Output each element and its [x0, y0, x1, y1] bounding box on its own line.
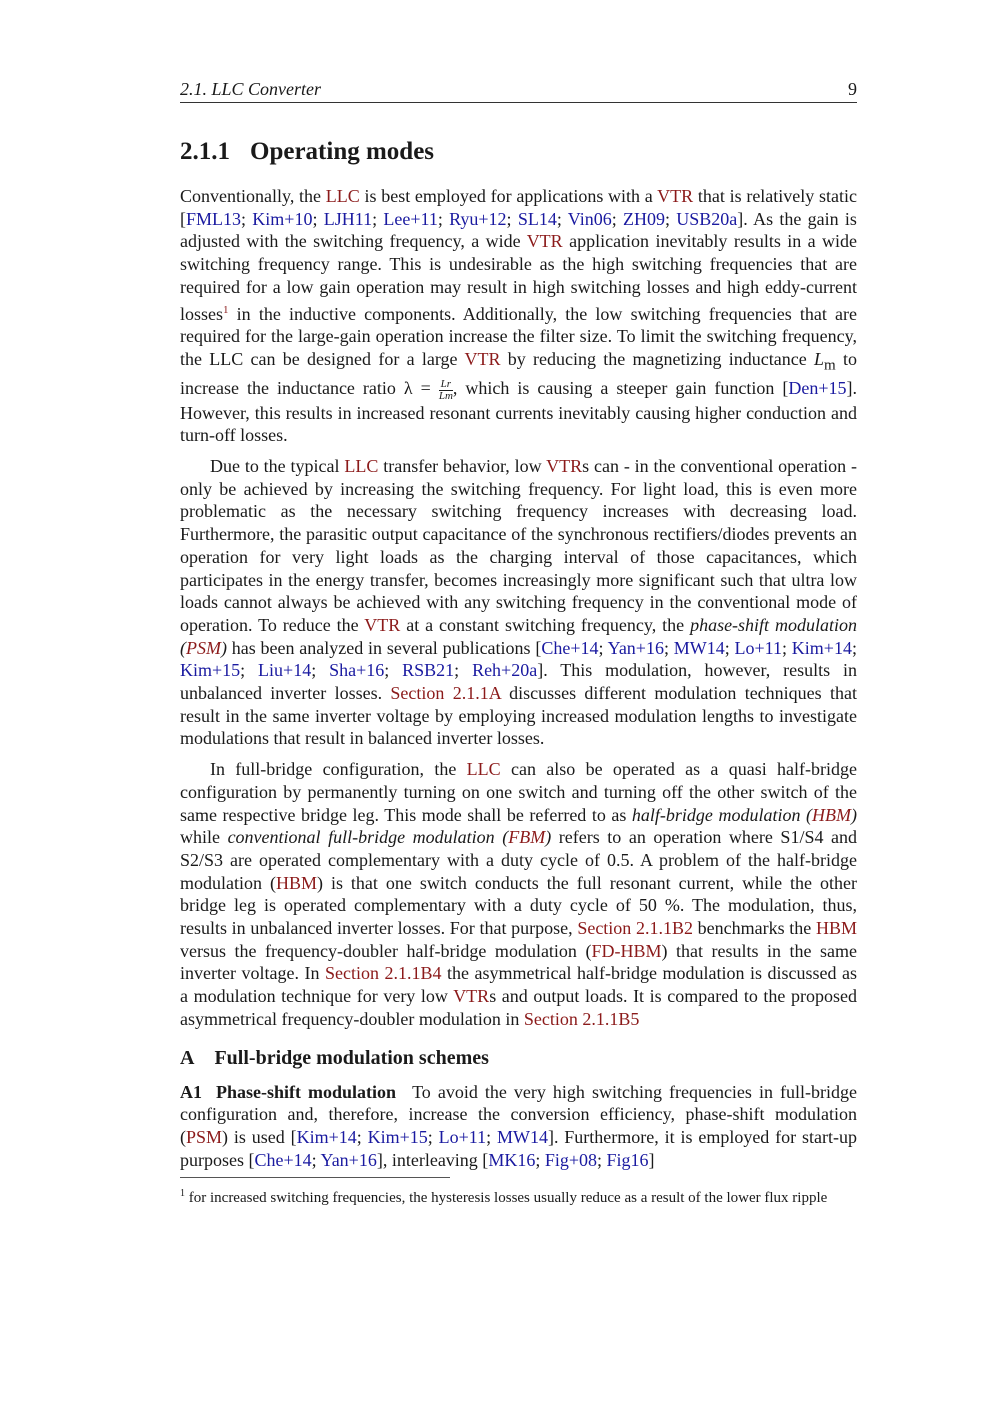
- citation-link[interactable]: MW14: [496, 1126, 548, 1147]
- fraction-denominator: Lm: [438, 389, 453, 402]
- acronym-link-vtr[interactable]: VTR: [657, 186, 694, 206]
- text: ): [850, 804, 857, 825]
- acronym-link-hbm[interactable]: HBM: [275, 872, 317, 893]
- citation-separator: ;: [312, 208, 324, 229]
- citation-link[interactable]: USB20a: [676, 208, 738, 229]
- citation-separator: ;: [241, 208, 253, 229]
- citation-link[interactable]: Che+14: [254, 1149, 312, 1170]
- paragraph-2: [180, 455, 857, 750]
- text: , which is causing a steeper gain function [: [452, 378, 789, 399]
- text: can also be operated as a quasi half-bridge configuration by permanently turning on one switch and turning off the other switch of the same respective bridge leg. This mode shall be referred to as: [180, 759, 857, 825]
- citation-separator: ;: [384, 660, 403, 681]
- acronym-link-hbm[interactable]: HBM: [811, 804, 851, 825]
- section-link[interactable]: Section 2.1.1A: [390, 683, 501, 704]
- citation-link[interactable]: Lo+11: [734, 637, 783, 658]
- text: ]. However, this results in increased resonant currents inevitably causing higher conduction and turn-off losses.: [180, 378, 857, 446]
- text: ]. Furthermore, it is employed for start-up purposes [: [180, 1126, 857, 1170]
- text: that is relatively static [: [180, 186, 857, 229]
- footnote-mark: 1: [180, 1188, 185, 1200]
- citation-separator: ;: [356, 1126, 368, 1147]
- paragraph-3: [180, 758, 857, 1030]
- text: versus the frequency-doubler half-bridge modulation (: [180, 940, 592, 961]
- subsection-number: A: [180, 1046, 195, 1069]
- citation-separator: ;: [240, 660, 259, 681]
- citation-link[interactable]: Ryu+12: [449, 208, 507, 229]
- citation-link[interactable]: Kim+15: [367, 1126, 428, 1147]
- citation-link[interactable]: RSB21: [402, 660, 455, 681]
- citation-separator: ;: [597, 1149, 607, 1170]
- citation-separator: ;: [311, 660, 330, 681]
- acronym-link-psm[interactable]: PSM: [186, 1126, 223, 1147]
- term: conventional full-bridge modulation (: [227, 827, 509, 848]
- citation-link[interactable]: SL14: [517, 208, 557, 229]
- citation-separator: ;: [611, 208, 623, 229]
- subsection-heading: [180, 1045, 857, 1071]
- text: ]. As the gain is adjusted with the switching frequency, a wide: [180, 208, 857, 252]
- citation-separator: ;: [372, 208, 384, 229]
- citation-separator: ;: [663, 637, 674, 658]
- citation-separator: ;: [486, 1126, 497, 1147]
- section-number: 2.1.1: [180, 138, 230, 165]
- page: [180, 78, 857, 1208]
- paragraph-heading-number: A1: [180, 1081, 202, 1102]
- citation-link[interactable]: Che+14: [541, 637, 599, 658]
- acronym-link-llc[interactable]: LLC: [466, 759, 501, 780]
- citation-link[interactable]: Den+15: [788, 378, 847, 399]
- citation-link[interactable]: FML13: [186, 208, 242, 229]
- text: ): [221, 637, 227, 658]
- acronym-link-vtr[interactable]: VTR: [546, 456, 583, 476]
- text: In full-bridge configuration, the: [210, 759, 467, 780]
- citation-separator: ;: [437, 208, 450, 229]
- citation-link[interactable]: Vin06: [567, 208, 612, 229]
- math-subscript: m: [824, 357, 836, 374]
- section-link[interactable]: Section 2.1.1B2: [577, 918, 693, 939]
- footnote: [180, 1184, 857, 1208]
- text: ], interleaving [: [376, 1149, 489, 1170]
- text: s can - in the conventional operation - only be achieved by increasing the switching frequency. For light load, this is even more problematic as the necessary switching frequency increases with decreasing load. Furthermore, the parasitic output capacitance of the synchronous rectifiers/diodes prevents an operation for very light loads as the charging interval of those capacitances, which participates in the energy transfer, becomes increasingly more significant such that ultra low loads cannot always be achieved with any switching frequency in the conventional mode of operation. To reduce the: [180, 456, 857, 635]
- acronym-link-llc[interactable]: LLC: [344, 456, 379, 476]
- citation-separator: ;: [556, 208, 568, 229]
- text: s and output loads. It is compared to the proposed asymmetrical frequency-doubler modulation in: [180, 986, 857, 1029]
- citation-link[interactable]: MW14: [673, 637, 725, 658]
- citation-link[interactable]: Kim+14: [296, 1126, 357, 1147]
- citation-separator: ;: [427, 1126, 439, 1147]
- section-title: Operating modes: [250, 138, 435, 165]
- text: To avoid the very high switching frequencies in full-bridge configuration and, therefore, increase the conversion efficiency, phase-shift modulation (: [180, 1081, 857, 1147]
- section-link[interactable]: Section 2.1.1B5: [523, 1008, 640, 1029]
- term: half-bridge modulation (: [631, 804, 812, 825]
- acronym-link-vtr[interactable]: VTR: [526, 231, 563, 252]
- text: application inevitably results in a wide switching frequency range. This is undesirable as the high switching frequencies that are required for a low gain operation may result in high switching losses and high eddy-current losses: [180, 231, 857, 324]
- text: ]. This modulation, however, results in unbalanced inverter losses.: [180, 660, 857, 704]
- citation-separator: ;: [665, 208, 677, 229]
- citation-link[interactable]: MK16: [488, 1149, 536, 1170]
- text: discusses different modulation techniques that result in the same inverter voltage by employing increased modulation lengths to investigate modulations that result in balanced inverter losses.: [180, 683, 857, 749]
- citation-link[interactable]: ZH09: [623, 208, 665, 229]
- text: the asymmetrical half-bridge modulation is discussed as a modulation technique for very low: [180, 963, 857, 1007]
- text: transfer behavior, low: [378, 456, 547, 476]
- subsection-title: Full-bridge modulation schemes: [214, 1046, 489, 1069]
- footnote-text: for increased switching frequencies, the hysteresis losses usually reduce as a result of the lower flux ripple: [185, 1190, 828, 1207]
- running-head-title: 2.1. LLC Converter: [180, 79, 322, 99]
- citation-link[interactable]: Kim+10: [252, 208, 313, 229]
- acronym-link-vtr[interactable]: VTR: [453, 986, 490, 1007]
- citation-link[interactable]: Reh+20a: [472, 660, 538, 681]
- acronym-link-fbm[interactable]: FBM: [508, 827, 546, 848]
- inductance-ratio-fraction: [439, 379, 453, 402]
- acronym-link-llc[interactable]: LLC: [325, 186, 360, 206]
- acronym-link-vtr[interactable]: VTR: [464, 348, 501, 369]
- citation-link[interactable]: Kim+15: [180, 660, 241, 681]
- section-heading: [180, 137, 857, 167]
- text: in the inductive components. Additionally, the low switching frequencies that are required for the large-gain operation increase the filter size. To limit the switching frequency, the LLC can be designed for a large: [180, 303, 857, 369]
- citation-separator: ;: [598, 637, 608, 658]
- citation-link[interactable]: Sha+16: [329, 660, 385, 681]
- text: ) that results in the same inverter voltage. In: [180, 940, 857, 984]
- text: ) is used [: [222, 1126, 297, 1147]
- footnote-rule: [180, 1177, 450, 1178]
- acronym-link-vtr[interactable]: VTR: [364, 614, 401, 635]
- citation-separator: ;: [454, 660, 473, 681]
- citation-link[interactable]: Lo+11: [438, 1126, 487, 1147]
- citation-separator: ;: [311, 1149, 321, 1170]
- citation-link[interactable]: Lee+11: [383, 208, 438, 229]
- acronym-link-hbm[interactable]: HBM: [815, 918, 857, 939]
- text: while: [180, 827, 228, 848]
- citation-separator: ;: [535, 1149, 545, 1170]
- paragraph-4: [180, 1081, 857, 1172]
- citation-list: [255, 1150, 377, 1170]
- fraction-numerator: Lr: [440, 377, 452, 390]
- text: by reducing the magnetizing inductance: [500, 348, 815, 369]
- citation-list: [488, 1150, 648, 1170]
- text: ) is that one switch conducts the full resonant current, while the other bridge leg is operated complementary with a duty cycle of 50 %. The modulation, thus, results in unbalanced inverter losses. For that purpose,: [180, 872, 857, 939]
- text: Conventionally, the: [180, 186, 326, 206]
- paragraph-1: [180, 185, 857, 447]
- citation-separator: ;: [851, 637, 857, 658]
- citation-link[interactable]: Yan+16: [320, 1149, 377, 1170]
- text: at a constant switching frequency, the: [400, 614, 691, 635]
- citation-list: [297, 1127, 548, 1147]
- text: refers to an operation where S1/S4 and S2/S3 are operated complementary with a duty cycle of 0.5. A problem of the half-bridge modulation (: [180, 827, 857, 893]
- paragraph-heading: [180, 1082, 396, 1102]
- citation-separator: ;: [782, 637, 792, 658]
- term: phase-shift modulation (: [180, 614, 857, 658]
- citation-separator: ;: [724, 637, 735, 658]
- citation-list: [186, 209, 737, 229]
- citation-link[interactable]: Kim+14: [791, 637, 852, 658]
- citation-link[interactable]: Fig+08: [544, 1149, 598, 1170]
- text: has been analyzed in several publications [: [227, 637, 542, 658]
- math-symbol: L: [814, 348, 825, 369]
- citation-link[interactable]: Yan+16: [607, 637, 664, 658]
- running-head: [180, 78, 857, 103]
- text: ): [545, 827, 552, 848]
- citation-separator: ;: [506, 208, 518, 229]
- citation-link[interactable]: LJH11: [323, 208, 373, 229]
- paragraph-heading-title: Phase-shift modulation: [216, 1081, 397, 1102]
- citation-link[interactable]: Fig16: [606, 1149, 649, 1170]
- text: ]: [648, 1149, 655, 1170]
- page-number: 9: [848, 79, 857, 99]
- text: is best employed for applications with a: [359, 186, 658, 206]
- text: Due to the typical: [210, 456, 345, 476]
- footnote-marker[interactable]: 1: [223, 303, 229, 316]
- section-link[interactable]: Section 2.1.1B4: [324, 963, 442, 984]
- acronym-link-psm[interactable]: PSM: [186, 637, 221, 658]
- citation-link[interactable]: Liu+14: [258, 660, 312, 681]
- text: to increase the inductance ratio λ =: [180, 348, 857, 399]
- acronym-link-fd-hbm[interactable]: FD-HBM: [591, 940, 662, 961]
- text: benchmarks the: [692, 918, 816, 939]
